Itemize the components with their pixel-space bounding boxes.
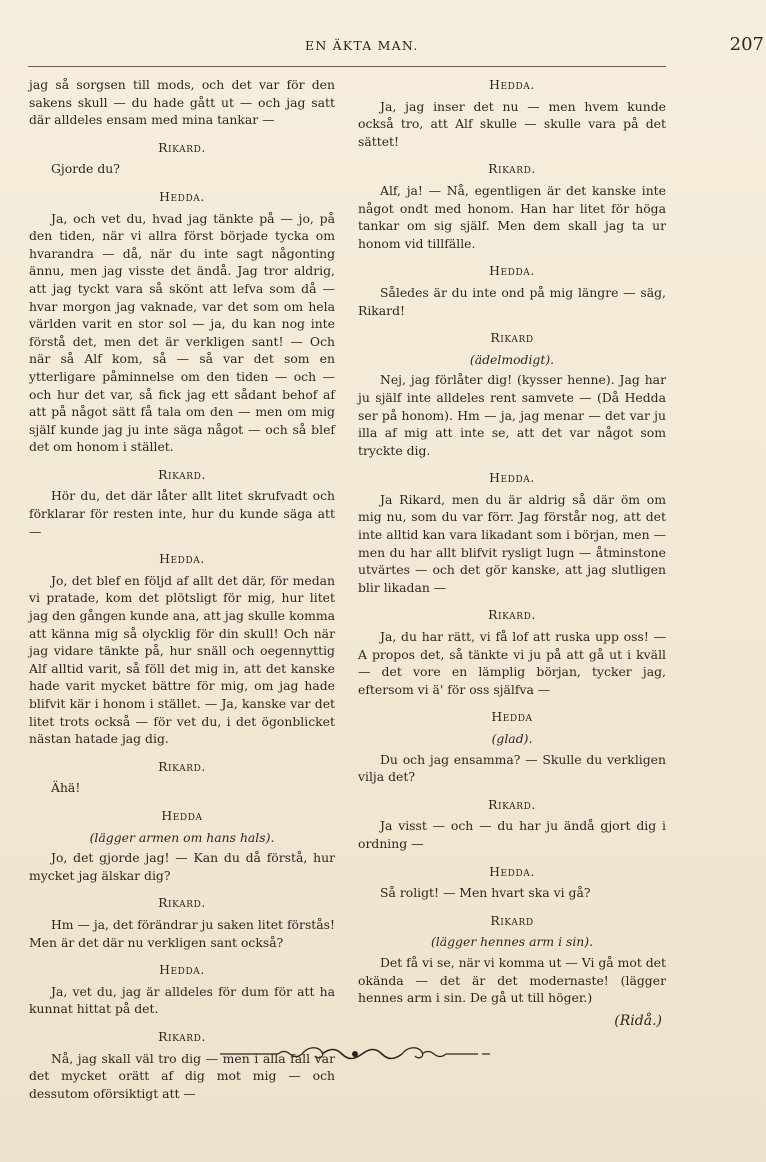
speaker-name: Rikard. bbox=[158, 1028, 206, 1044]
paragraph: Ja, vet du, jag är alldeles för dum för att ha kunnat hittat på det. bbox=[29, 983, 335, 1017]
ornament-flourish-icon bbox=[220, 1044, 490, 1064]
speaker-name: Hedda. bbox=[489, 470, 535, 486]
speaker-name: Hedda. bbox=[489, 77, 535, 92]
stage-direction: (lägger hennes arm i sin). bbox=[430, 934, 594, 950]
header-rule bbox=[28, 66, 666, 67]
speaker-name: Rikard. bbox=[488, 607, 536, 623]
paragraph: Ja Rikard, men du är aldrig så där öm om mig nu, som du var förr. Jag förstår nog, att det inte alltid kan vara likadant som i början, men — men du har allt blifvit rysligt lugn — åtminstone utvärtes — och det gör kanske, att jag slutligen blir likadan — bbox=[358, 491, 666, 595]
paragraph: Jo, det gjorde jag! — Kan du då förstå, hur mycket jag älskar dig? bbox=[29, 850, 335, 883]
speaker-name: Hedda. bbox=[159, 551, 205, 567]
stage-direction: (ädelmodigt). bbox=[469, 351, 555, 367]
speaker-name: Rikard. bbox=[158, 895, 206, 911]
stage-direction: (glad). bbox=[491, 731, 533, 746]
right-column bbox=[358, 76, 666, 1030]
paragraph: Ja visst — och — du har ju ändå gjort dig i ordning — bbox=[358, 818, 666, 851]
paragraph: Det få vi se, när vi komma ut — Vi gå mot det okända — det är det modernaste! (lägger hennes arm i sin. De gå ut till höger.) bbox=[358, 954, 666, 1006]
paragraph: Jo, det blef en följd af allt det där, för medan vi pratade, kom det plötsligt för mig, hur litet jag den gången kunde ana, att jag skulle komma att känna mig så olycklig för din skull! Och när jag vidare tänkte på, hur snäll och oegennyttig Alf alltid varit, så föll det mig in, att det kanske hade varit mycket bättre för mig, om jag hade blifvit kär i honom i stället. — Ja, kanske var det litet trots också — för vet du, i det ögonblicket nästan hatade jag dig. bbox=[29, 572, 335, 747]
speaker-name: Rikard. bbox=[488, 161, 536, 177]
curtain-direction: (Ridå.) bbox=[614, 1012, 662, 1029]
paragraph: Ja, jag inser det nu — men hvem kunde också tro, att Alf skulle — skulle vara på det sättet! bbox=[358, 98, 666, 149]
speaker-name: Rikard bbox=[490, 912, 534, 928]
page-header bbox=[20, 34, 764, 62]
paragraph: Ja, du har rätt, vi få lof att ruska upp oss! — A propos det, så tänkte vi ju på att gå ut i kväll — det vore en lämplig början, tycker jag, eftersom vi ä' för oss själfva — bbox=[358, 629, 666, 697]
speaker-name: Hedda. bbox=[489, 263, 535, 279]
paragraph: Ähä! bbox=[51, 780, 81, 796]
speaker-name: Rikard. bbox=[158, 139, 206, 155]
speaker-name: Rikard. bbox=[488, 796, 536, 812]
speaker-name: Hedda bbox=[161, 807, 203, 823]
speaker-name: Rikard. bbox=[158, 466, 206, 482]
paragraph: Ja, och vet du, hvad jag tänkte på — jo, på den tiden, när vi allra först började tycka om hvarandra — då, när du inte sagt någonting ännu, men jag visste det ändå. Jag tror aldrig, att jag tyckt vara så skönt att lefva som då — hvar morgon jag vaknade, var det som om hela världen varit en stor sol — ja, du kan nog inte förstå det, men det är verkligen sant! — Och när så Alf kom, så — så var det som en ytterligare påminnelse om den tiden — och — och hur det var, så fick jag ett sådant behof af att på något sätt få tala om den — men om mig själf kunde jag ju inte säga något — och så blef det om honom i stället. bbox=[29, 210, 335, 455]
paragraph: Nej, jag förlåter dig! (kysser henne). Jag har ju själf inte alldeles rent samvete — (Då Hedda ser på honom). Hm — ja, jag menar — det var ju illa af mig att inte se, att det var något som tryckte dig. bbox=[358, 372, 666, 458]
paragraph: Så roligt! — Men hvart ska vi gå? bbox=[380, 885, 591, 901]
paragraph: Nå, jag skall väl tro dig — men i alla fall var det mycket orätt af dig mot mig — och dessutom oförsiktigt att — bbox=[29, 1050, 335, 1101]
page-number: 207 bbox=[729, 34, 764, 55]
speaker-name: Hedda. bbox=[489, 863, 535, 879]
speaker-name: Hedda. bbox=[159, 188, 205, 204]
paragraph: Gjorde du? bbox=[51, 161, 120, 177]
left-column bbox=[29, 76, 335, 1102]
paragraph: Du och jag ensamma? — Skulle du verkligen vilja det? bbox=[358, 751, 666, 785]
speaker-name: Hedda. bbox=[159, 962, 205, 978]
paragraph: Alf, ja! — Nå, egentligen är det kanske inte något ondt med honom. Han har litet för höga tankar om sig själf. Men dem skall jag ta ur honom vid tillfälle. bbox=[358, 182, 666, 251]
paragraph: Hör du, det där låter allt litet skrufvadt och förklarar för resten inte, hur du kunde säga att — bbox=[29, 488, 335, 539]
stage-direction: (lägger armen om hans hals). bbox=[89, 829, 275, 845]
paragraph: Således är du inte ond på mig längre — säg, Rikard! bbox=[358, 284, 666, 318]
speaker-name: Hedda bbox=[491, 709, 533, 725]
paragraph: Hm — ja, det förändrar ju saken litet förstås! Men är det där nu verkligen sant också? bbox=[29, 916, 336, 950]
speaker-name: Rikard. bbox=[158, 758, 206, 774]
paragraph: jag så sorgsen till mods, och det var för den sakens skull — du hade gått ut — och jag satt där alldeles ensam med mina tankar — bbox=[29, 77, 335, 128]
speaker-name: Rikard bbox=[490, 330, 534, 346]
running-title: EN ÄKTA MAN. bbox=[305, 38, 419, 53]
